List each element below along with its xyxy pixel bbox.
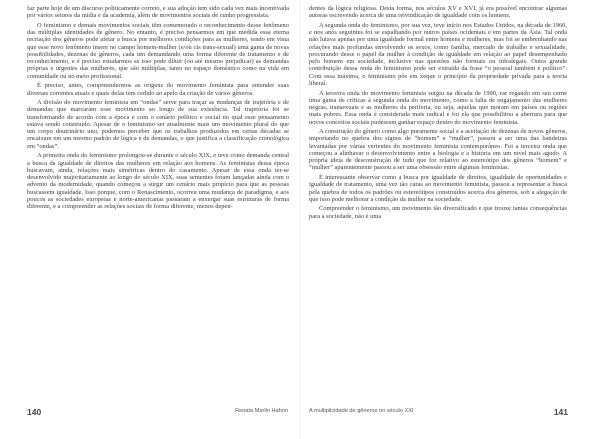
paragraph: A construção do gênero como algo puramente social e a aceitação de dezenas de novos gêneros, importando no quebra dos signos de “homem” e “mulher”, passou a ser uma das bandeiras levantadas por várias vertentes do movimento feminista contemporâneo. Foi a terceira onda que começou a alinhavar o desenvolvimento entre a biologia e a história em um nível mais agudo. A própria ideia de desconstrução de tudo que for relativo ao estereótipo dos gêneros “homem” e “mulher” aparentemente passou a ser uma obsessão entre algumas feministas. xyxy=(309,128,567,172)
paragraph: O feminismo e demais movimentos sociais têm comemorado o reconhecimento desse fenômeno das múltiplas identidades de gênero. No entanto, é preciso pensarmos em que medida essa eterna recriação dos gêneros pode afetar a busca por melhores condições para as mulheres, tendo em vista que esse novo fenômeno insere no campo homem-mulher (e/ou cis trans-sexual) uma gama de novas possibilidades, dezenas de gêneros, cada um demandando uma forma diferente de tratamento e de reconhecimento, e é preciso estudarmos se isso pode diluir (ou até mesmo prejudicar) as demandas próprias e urgentes das mulheres, que são múltiplas, tanto no espaço doméstico como na vida em comunidade ou no meio profissional. xyxy=(27,21,289,80)
paragraph: dentes da lógica religiosa. Desta forma, nos séculos XV e XVI, já era possível encontrar algumas autoras escrevendo acerca de uma reivindicação de igualdade com os homens. xyxy=(309,5,567,20)
paragraph: É interessante observar como a busca por igualdade de direitos, igualdade de oportunidades e igualdade de tratamento, uma vez tão caras ao movimento feminista, passou a representar a busca pela quebra de todos os padrões ou estereótipos construídos acerca dos gêneros, sob a alegação de que isso pode melhorar a condição da mulher na sociedade. xyxy=(309,174,567,203)
paragraph: É preciso, antes, compreendermos as origens do movimento feminista para entender suas diversas correntes atuais e quais delas tem cedido ao apelo da criação de vários gêneros. xyxy=(27,82,289,97)
page-number: 141 xyxy=(553,407,568,417)
paragraph: A divisão do movimento feminista em “ondas” serve para traçar as mudanças de trajetória e de demandas que marcaram esse movimento ao longo de sua existência. Tal trajetória foi se transformando de acordo com a época e com o cenário político e social no qual esse pensamento estava sendo construído. Apesar de o feminismo ser atualmente mais um movimento plural do que um corpo doutrinário uno, podemos perceber que os trabalhos produzidos em certas décadas se encaixam em um mesmo padrão de lógica e de demandas, o que justifica a classificação cronológica em “ondas”. xyxy=(27,99,289,150)
paragraph: A primeira onda do feminismo prolongou-se durante o século XIX, e teve como demanda central a busca da igualdade de direitos das mulheres em relação aos homens. As feministas dessa época buscavam, ainda, relações mais simétricas dentro do casamento. Apesar de essa onda ter-se desenvolvido majoritariamente ao longo do século XIX, suas sementes foram lançadas ainda com o advento da modernidade, quando começou a surgir um cenário mais propício para que as pessoas buscassem igualdade. Isso porque, com o Renascimento, ocorreu uma mudança de paradigma, e aos poucos as sociedades europeias e norte-americanas passaram a enxergar suas estruturas de forma diferente, e a compreender as relações sociais de forma diferente, menos depen- xyxy=(27,152,289,211)
right-page xyxy=(300,0,600,439)
paragraph: faz parte hoje de um discurso politicamente correto, e sua adoção tem sido cada vez mais incentivada por vários setores da mídia e da academia, além de movimentos sociais de cunho progressista. xyxy=(27,5,289,20)
page-number: 140 xyxy=(27,407,42,417)
right-text-column xyxy=(309,5,567,220)
paragraph: Compreender o feminismo, um movimento tão diversificado e que trouxe tantas consequências para a sociedade, não é uma xyxy=(309,205,567,220)
paragraph: A segunda onda do feminismo, por sua vez, teve início nos Estados Unidos, na década de 1960, e nos anos seguintes foi se espalhando por outros países ocidentais e em partes da Ásia. Tal onda não lutava apenas por uma igualdade formal entre homens e mulheres, mas foi se embrenhando nas relações mais profundas envolvendo os sexos, como família, mercado de trabalho e sexualidade, procurando desse o papel da mulher à condição de igualdade em relação ao papel desempenhado pelo homem em sociedade, inclusive nas questões não formais ou infralegais. Outra grande contribuição dessa onda do feminismo pode ser extraída da frase “o pessoal também é político”. Com essa máxima, o feminismo pôs em xeque o princípio da propriedade privada para a teoria liberal. xyxy=(309,21,567,87)
left-text-column xyxy=(27,5,289,210)
paragraph: A terceira onda do movimento feminista surgiu na década de 1990, rar regando em seu cerne uma gama de críticas à segunda onda do movimento, como a falta de engajamento das mulheres negras, transexuais e as mulheres da periferia, ou seja, aquelas que moram em países ou regiões mais pobres. Essa onda é considerada mais radical e foi ela que possibilitou a abertura para que novos conceitos sociais pudessem ganhar espaço dentro do movimento feminista. xyxy=(309,89,567,126)
running-head: Renata Marlin Hahon xyxy=(235,408,288,414)
running-head: A multiplicidade de gêneros no século XXI xyxy=(309,408,414,414)
